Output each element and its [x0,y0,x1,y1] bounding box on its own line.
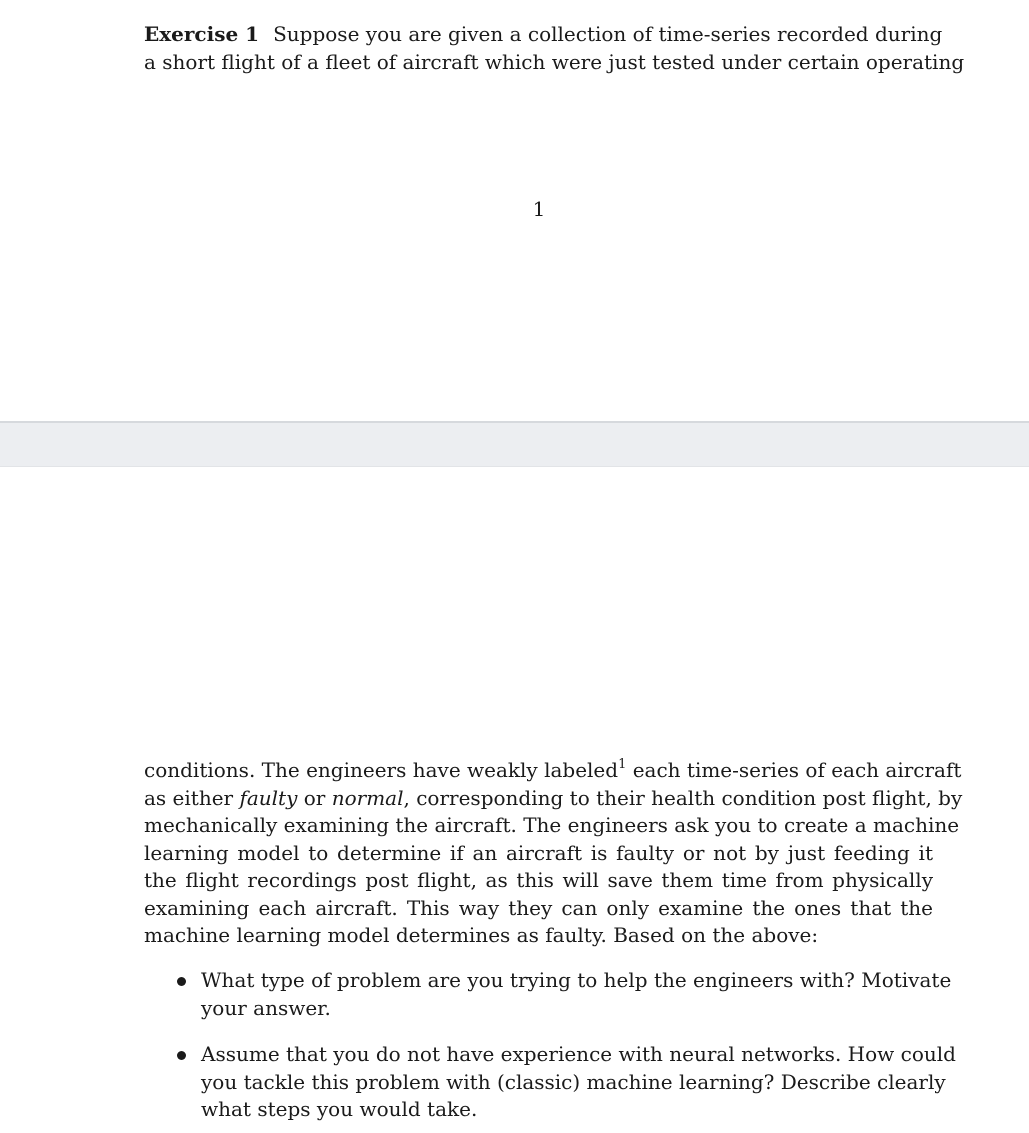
text-line: machine learning model determines as faulty. Based on the above: [144,923,819,947]
text-line: a short flight of a fleet of aircraft which were just tested under certain operating [144,50,965,74]
emphasis-normal: normal [331,785,404,810]
text-line: the flight recordings post flight, as this will save them time from physically [144,868,933,892]
exercise-paragraph-continued [144,757,963,950]
text-line: Assume that you do not have experience with neural networks. How could [201,1042,956,1066]
pdf-page-2 [0,467,1029,1133]
exercise-paragraph-start [144,20,965,76]
text-line: your answer. [201,995,331,1020]
bullet-dot-icon [177,1051,186,1060]
text-segment: as either [144,785,240,810]
bullet-item [177,1041,956,1124]
bullet-item [177,967,952,1022]
text-line: What type of problem are you trying to help the engineers with? Motivate [201,968,952,992]
text-line: mechanically examining the aircraft. The engineers ask you to create a machine [144,813,960,837]
text-line [144,20,943,48]
pdf-page-1 [0,0,1029,421]
emphasis-faulty: faulty [239,785,298,810]
text-segment: each time-series of each aircraft [626,758,962,782]
text-line [144,757,962,785]
exercise-label: Exercise 1 [144,22,260,46]
footnote-marker: 1 [618,757,627,772]
text-line: examining each aircraft. This way they can only examine the ones that the [144,895,933,920]
text-segment: , corresponding to their health condition post flight, by [403,785,963,810]
text-line: what steps you would take. [201,1097,478,1121]
bullet-list [177,1041,956,1124]
text-segment: conditions. The engineers have weakly labeled [144,758,619,782]
bullet-dot-icon [177,977,186,986]
text-line [144,785,963,813]
page-number: 1 [532,197,546,221]
text-line-content: Suppose you are given a collection of time-series recorded during [273,22,943,46]
text-line: you tackle this problem with (classic) machine learning? Describe clearly [201,1069,946,1094]
page-separator [0,421,1029,467]
text-segment: or [297,785,332,810]
bullet-list [177,967,952,1022]
text-line: learning model to determine if an aircraft is faulty or not by just feeding it [144,840,933,865]
